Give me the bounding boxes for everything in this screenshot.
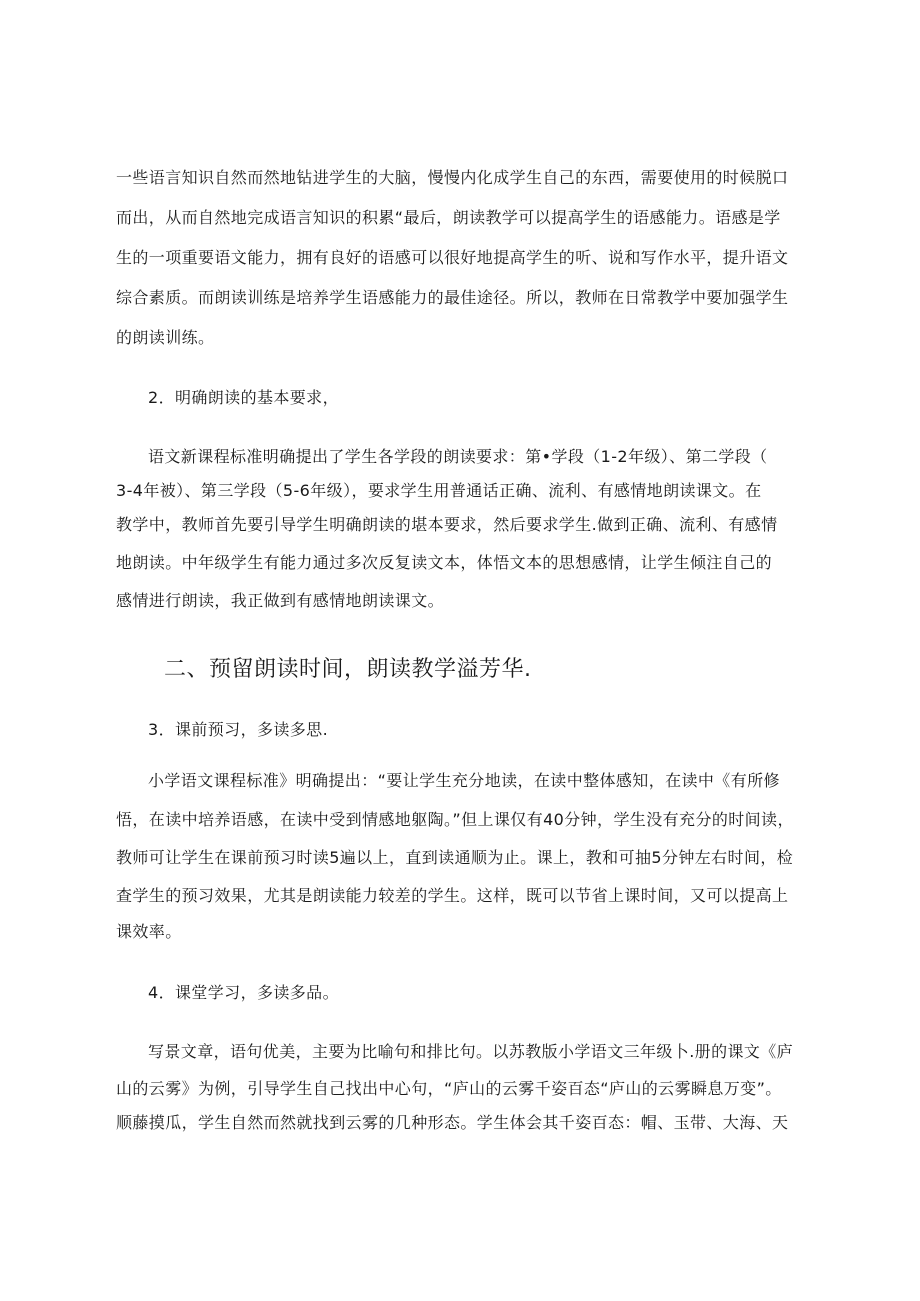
paragraph-2-line-3: 教学中，教师首先要引导学生明确朗读的堪本要求，然后要求学生.做到正确、流利、有感情: [116, 515, 778, 534]
paragraph-1-line-5: 的朗读训练。: [116, 328, 215, 347]
paragraph-1-line-1: 一些语言知识自然而然地钻进学生的大脑，慢慢内化成学生自己的东西，需要使用的时候脱口: [116, 168, 789, 187]
item-4-heading: 4．课堂学习，多读多品。: [148, 983, 339, 1002]
section-heading: 二、预留朗读时间，朗读教学溢芳华.: [164, 657, 532, 682]
paragraph-3-line-1: 小学语文课程标准》明确提出：“要让学生充分地读，在读中整体感知，在读中《有所修: [148, 771, 780, 790]
paragraph-1-line-4: 综合素质。而朗读训练是培养学生语感能力的最佳途径。所以，教师在日常教学中要加强学生: [116, 288, 789, 307]
item-2-heading: 2．明确朗读的基本要求，: [148, 388, 339, 407]
paragraph-4-line-2: 山的云雾》为例，引导学生自己找出中心句，“庐山的云雾千姿百态“庐山的云雾瞬息万变”。: [116, 1079, 782, 1098]
paragraph-3-line-3: 教师可让学生在课前预习时读5遍以上，直到读通顺为止。课上，教和可抽5分钟左右时间，检: [116, 848, 794, 867]
paragraph-2-line-5: 感情进行朗读，我正做到有感情地朗读课文。: [116, 591, 445, 610]
paragraph-4-line-1: 写景文章，语句优美，主要为比喻句和排比句。以苏教版小学语文三年级卜.册的课文《庐: [148, 1042, 794, 1061]
paragraph-2-line-4: 地朗读。中年级学生有能力通过多次反复读文本，体悟文本的思想感情，让学生倾注自己的: [116, 553, 773, 572]
paragraph-2-line-2: 3-4年被）、第三学段（5-6年级），要求学生用普通话正确、流利、有感情地朗读课文。在: [116, 481, 762, 500]
paragraph-3-line-5: 课效率。: [116, 922, 182, 941]
paragraph-3-line-2: 悟，在读中培养语感，在读中受到情感地躯陶。”但上课仅有40分钟，学生没有充分的时间读，: [116, 810, 794, 829]
paragraph-4-line-3: 顺藤摸瓜，学生自然而然就找到云雾的几种形态。学生体会其千姿百态：帽、玉带、大海、天: [116, 1113, 789, 1132]
paragraph-2-line-1: 语文新课程标准明确提出了学生各学段的朗读要求：第•学段（1-2年级）、第二学段（: [148, 447, 768, 466]
paragraph-1-line-3: 生的一项重要语文能力，拥有良好的语感可以很好地提高学生的听、说和写作水平，提升语文: [116, 248, 789, 267]
item-3-heading: 3．课前预习，多读多思.: [148, 720, 329, 739]
paragraph-3-line-4: 查学生的预习效果，尤其是朗读能力较差的学生。这样，既可以节省上课时间，又可以提高上: [116, 886, 789, 905]
paragraph-1-line-2: 而出，从而自然地完成语言知识的积累“最后，朗读教学可以提高学生的语感能力。语感是学: [116, 208, 781, 227]
